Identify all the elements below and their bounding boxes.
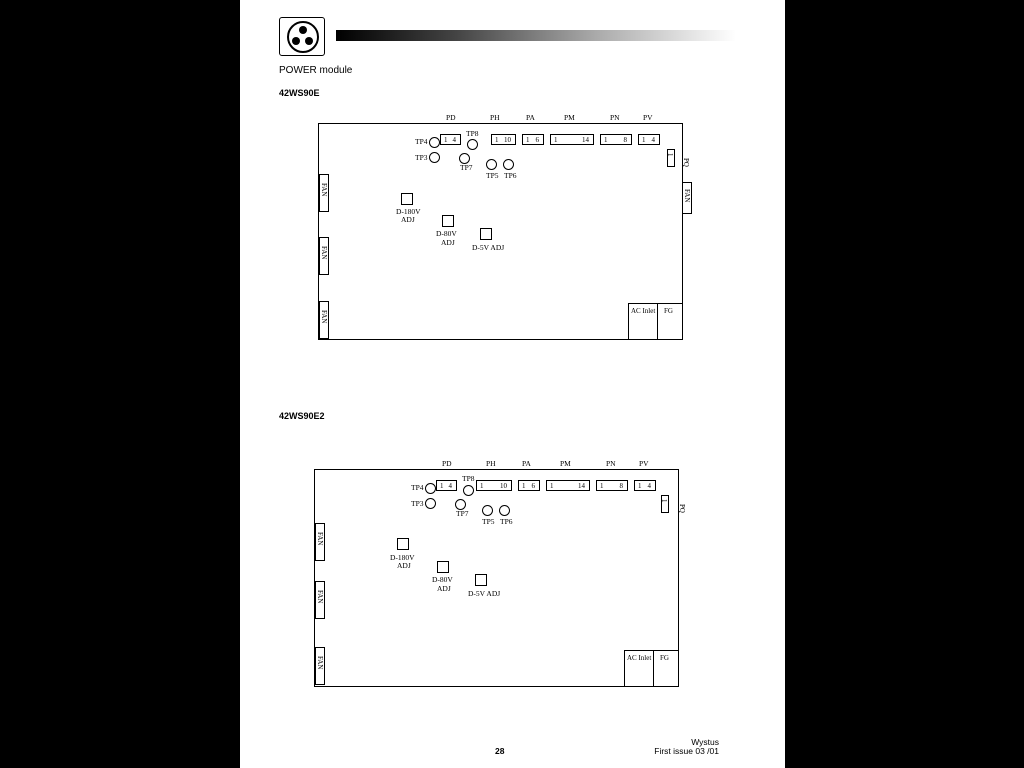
connector-pq: 1 [667,149,675,167]
connector-pd: 1 4 [436,480,457,491]
adjuster-label: ADJ [397,561,411,570]
test-point-tp5 [482,505,493,516]
board-model-title: 42WS90E2 [279,411,325,421]
connector-pq: 1 [661,495,669,513]
test-point-label: TP7 [456,509,469,518]
connector-pa: 1 6 [518,480,540,491]
connector-pn: 1 8 [600,134,632,145]
connector-pm: 1 14 [550,134,594,145]
test-point-tp4 [429,137,440,148]
test-point-label: TP8 [466,129,479,138]
connector-label: PD [442,459,452,468]
test-point-tp6 [499,505,510,516]
test-point-label: TP5 [482,517,495,526]
adjuster-80v [437,561,449,573]
connector-pn: 1 8 [596,480,628,491]
connector-label: PN [610,113,620,122]
adjuster-label: D-5V ADJ [468,589,501,598]
fan-slot-left-2: FAN [319,237,329,275]
adjuster-label: ADJ [441,238,455,247]
section-title: POWER module [279,65,353,76]
adjuster-180v [401,193,413,205]
test-point-label: TP3 [411,499,424,508]
test-point-label: TP8 [462,474,475,483]
fan-slot-right: FAN [682,182,692,214]
connector-label: PH [486,459,496,468]
test-point-tp3 [429,152,440,163]
fg-block: FG [657,303,683,339]
document-page [240,0,785,768]
connector-pm: 1 14 [546,480,590,491]
test-point-tp6 [503,159,514,170]
connector-label: PH [490,113,500,122]
test-point-tp3 [425,498,436,509]
connector-label: PV [639,459,649,468]
connector-label: PM [560,459,571,468]
fan-slot-left-3: FAN [319,301,329,339]
adjuster-180v [397,538,409,550]
ac-inlet-block: AC Inlet [628,303,657,339]
connector-ph: 1 10 [476,480,512,491]
page-number: 28 [495,746,505,756]
connector-pa: 1 6 [522,134,544,145]
fan-slot-left-1: FAN [319,174,329,212]
connector-label: PA [526,113,535,122]
test-point-label: TP7 [460,163,473,172]
connector-label: PN [606,459,616,468]
connector-pd: 1 4 [440,134,461,145]
footer-issue: First issue 03 /01 [654,746,719,756]
fan-slot-left-2: FAN [315,581,325,619]
adjuster-label: D-80V [436,229,457,238]
adjuster-5v [480,228,492,240]
adjuster-label: D-5V ADJ [472,243,505,252]
test-point-tp8 [463,485,474,496]
adjuster-label: D-180V [390,553,415,562]
test-point-label: TP3 [415,153,428,162]
pq-label: PQ [682,158,690,167]
connector-label: PM [564,113,575,122]
ac-inlet-block: AC Inlet [624,650,653,686]
test-point-label: TP5 [486,171,499,180]
adjuster-80v [442,215,454,227]
header-gradient-bar [336,30,736,41]
test-point-label: TP4 [415,137,428,146]
connector-pv: 1 4 [634,480,656,491]
pq-label: PQ [678,504,686,513]
test-point-label: TP6 [500,517,513,526]
test-point-label: TP6 [504,171,517,180]
test-point-tp5 [486,159,497,170]
test-point-tp4 [425,483,436,494]
adjuster-label: ADJ [437,584,451,593]
fan-slot-left-3: FAN [315,647,325,685]
adjuster-5v [475,574,487,586]
connector-ph: 1 10 [491,134,516,145]
power-logo-icon [279,17,325,56]
connector-label: PD [446,113,456,122]
fg-block: FG [653,650,679,686]
adjuster-label: D-80V [432,575,453,584]
board-model-title: 42WS90E [279,88,320,98]
adjuster-label: ADJ [401,215,415,224]
test-point-tp8 [467,139,478,150]
connector-label: PV [643,113,653,122]
fan-slot-left-1: FAN [315,523,325,561]
test-point-label: TP4 [411,483,424,492]
power-board [314,469,686,687]
connector-pv: 1 4 [638,134,660,145]
footer-brand: Wystus [691,737,719,747]
adjuster-label: D-180V [396,207,421,216]
power-board [318,123,691,340]
connector-label: PA [522,459,531,468]
